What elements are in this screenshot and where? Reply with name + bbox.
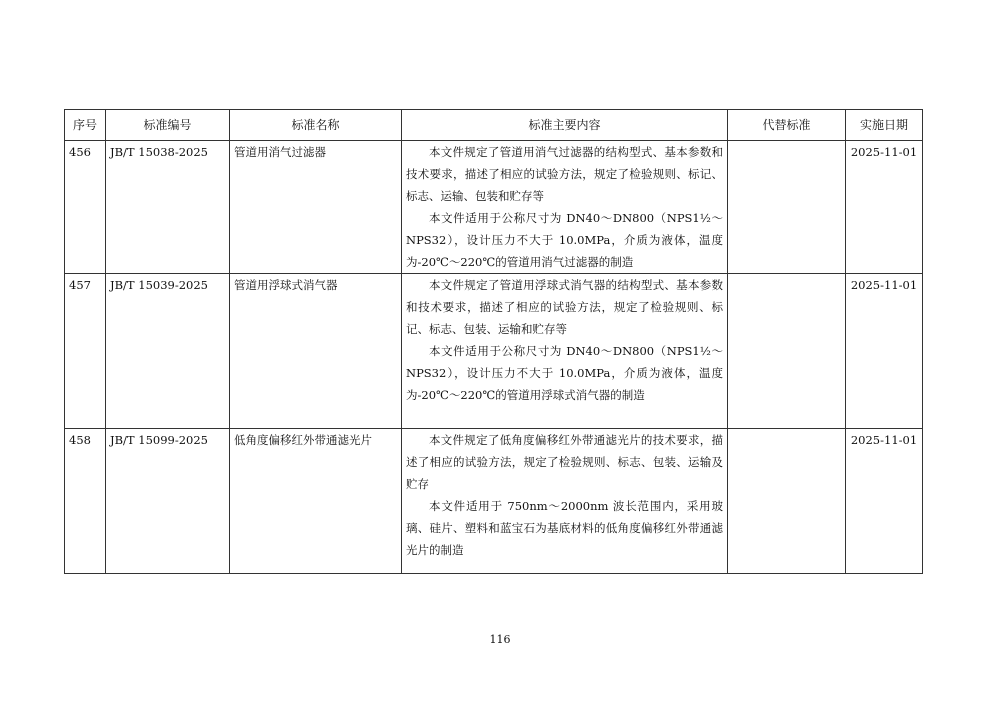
row-serial-number: 458	[65, 429, 106, 574]
table-row	[65, 274, 923, 429]
row-serial-number: 456	[65, 141, 106, 274]
row-standard-name: 管道用消气过滤器	[230, 141, 402, 274]
row-standard-code: JB/T 15038-2025	[106, 141, 230, 274]
header-standard-code: 标准编号	[106, 110, 230, 141]
row-serial-number: 457	[65, 274, 106, 429]
row-replaced-standard	[728, 141, 846, 274]
standards-table	[64, 109, 923, 574]
page-number: 116	[489, 633, 511, 646]
row-standard-code: JB/T 15039-2025	[106, 274, 230, 429]
header-standard-name: 标准名称	[230, 110, 402, 141]
header-implementation-date: 实施日期	[846, 110, 923, 141]
header-serial-number: 序号	[65, 110, 106, 141]
row-implementation-date: 2025-11-01	[846, 274, 923, 429]
row-standard-code: JB/T 15099-2025	[106, 429, 230, 574]
row-standard-name: 低角度偏移红外带通滤光片	[230, 429, 402, 574]
row-implementation-date: 2025-11-01	[846, 429, 923, 574]
content-paragraph: 本文件规定了管道用浮球式消气器的结构型式、基本参数和技术要求，描述了相应的试验方法，规定了检验规则、标记、标志、包装、运输和贮存等	[406, 278, 723, 336]
row-replaced-standard	[728, 429, 846, 574]
content-paragraph: 本文件适用于公称尺寸为 DN40～DN800（NPS1½～NPS32），设计压力不大于 10.0MPa，介质为液体，温度为-20℃～220℃的管道用消气过滤器的制造	[406, 211, 723, 269]
row-main-content	[402, 429, 728, 574]
row-replaced-standard	[728, 274, 846, 429]
header-replaced-standard: 代替标准	[728, 110, 846, 141]
content-paragraph: 本文件规定了低角度偏移红外带通滤光片的技术要求，描述了相应的试验方法，规定了检验规则、标志、包装、运输及贮存	[406, 433, 723, 491]
content-paragraph: 本文件规定了管道用消气过滤器的结构型式、基本参数和技术要求，描述了相应的试验方法，规定了检验规则、标记、标志、运输、包装和贮存等	[406, 145, 723, 203]
content-paragraph: 本文件适用于 750nm～2000nm 波长范围内，采用玻璃、硅片、塑料和蓝宝石为基底材料的低角度偏移红外带通滤光片的制造	[406, 499, 723, 557]
row-main-content	[402, 141, 728, 274]
header-main-content: 标准主要内容	[402, 110, 728, 141]
row-main-content	[402, 274, 728, 429]
row-implementation-date: 2025-11-01	[846, 141, 923, 274]
table-row	[65, 429, 923, 574]
row-standard-name: 管道用浮球式消气器	[230, 274, 402, 429]
content-paragraph: 本文件适用于公称尺寸为 DN40～DN800（NPS1½～NPS32），设计压力不大于 10.0MPa，介质为液体，温度为-20℃～220℃的管道用浮球式消气器的制造	[406, 344, 723, 402]
table-row	[65, 141, 923, 274]
table-header-row	[65, 110, 923, 141]
